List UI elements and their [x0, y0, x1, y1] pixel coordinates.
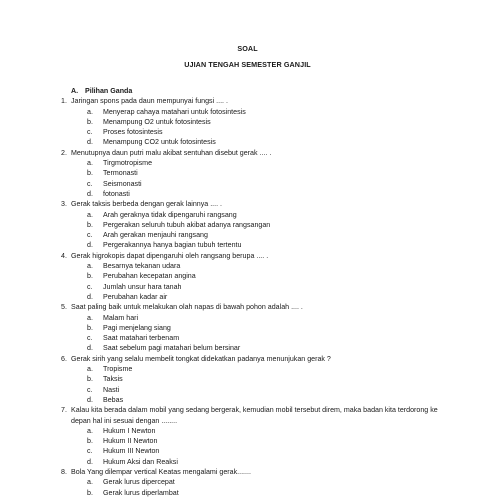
- option-text: Saat matahari terbenam: [103, 334, 180, 343]
- answer-option: [61, 374, 441, 384]
- option-text: Pergerakan seluruh tubuh akibat adanya rangsangan: [103, 220, 271, 229]
- answer-option: [61, 333, 441, 343]
- option-letter: b.: [87, 117, 93, 126]
- question-row: [61, 354, 441, 364]
- answer-option: [61, 117, 441, 127]
- question-text: Menutupnya daun putri malu akibat sentuhan disebut gerak .... .: [71, 148, 272, 157]
- answer-option: [61, 158, 441, 168]
- answer-option: [61, 364, 441, 374]
- option-text: Proses fotosintesis: [103, 128, 163, 137]
- option-letter: a.: [87, 426, 93, 435]
- option-text: Hukum II Newton: [103, 437, 158, 446]
- option-letter: b.: [87, 437, 93, 446]
- option-text: Arah geraknya tidak dipengaruhi rangsang: [103, 210, 237, 219]
- option-text: Hukum Aksi dan Reaksi: [103, 457, 178, 466]
- question-text: Gerak higrokopis dapat dipengaruhi oleh rangsang berupa .... .: [71, 251, 269, 260]
- option-text: Tropisme: [103, 365, 133, 374]
- answer-option: [61, 127, 441, 137]
- answer-option: [61, 168, 441, 178]
- option-letter: a.: [87, 478, 93, 487]
- option-text: Gerak lurus dipercepat: [103, 478, 175, 487]
- question-item: [61, 251, 441, 302]
- answer-option: [61, 210, 441, 220]
- question-item: [61, 354, 441, 405]
- option-text: Saat sebelum pagi matahari belum bersinar: [103, 344, 241, 353]
- answer-option: [61, 282, 441, 292]
- option-text: Perubahan kadar air: [103, 292, 168, 301]
- question-item: [61, 467, 441, 498]
- option-text: Perubahan kecepatan angina: [103, 272, 196, 281]
- question-number: 1.: [61, 97, 67, 106]
- question-text: Bola Yang dilempar vertical Keatas mengalami gerak.......: [71, 467, 251, 476]
- option-letter: b.: [87, 169, 93, 178]
- answer-option: [61, 323, 441, 333]
- option-letter: d.: [87, 241, 93, 250]
- answer-option: [61, 220, 441, 230]
- answer-option: [61, 240, 441, 250]
- question-text: Saat paling baik untuk melakukan olah napas di bawah pohon adalah .... .: [71, 303, 303, 312]
- question-item: [61, 148, 441, 199]
- answer-option: [61, 137, 441, 147]
- page-title: SOAL: [237, 44, 258, 53]
- option-letter: c.: [87, 282, 93, 291]
- option-letter: c.: [87, 334, 93, 343]
- section-title: Pilihan Ganda: [85, 87, 133, 95]
- answer-option: [61, 436, 441, 446]
- question-text: Kalau kita berada dalam mobil yang sedang bergerak, kemudian mobil tersebut direm, maka badan kita terdorong ke depan hal ini sesuai dengan ........: [71, 406, 438, 425]
- option-text: Menampung O2 untuk fotosintesis: [103, 117, 211, 126]
- option-letter: a.: [87, 107, 93, 116]
- question-number: 8.: [61, 467, 67, 476]
- question-number: 5.: [61, 303, 67, 312]
- option-letter: d.: [87, 395, 93, 404]
- option-letter: d.: [87, 292, 93, 301]
- answer-option: [61, 426, 441, 436]
- option-text: Pagi menjelang siang: [103, 323, 171, 332]
- option-text: Gerak lurus diperlambat: [103, 488, 179, 497]
- question-row: [61, 96, 441, 106]
- question-number: 4.: [61, 251, 67, 260]
- question-row: [61, 148, 441, 158]
- answer-option: [61, 179, 441, 189]
- option-letter: d.: [87, 457, 93, 466]
- option-letter: c.: [87, 385, 93, 394]
- option-letter: b.: [87, 375, 93, 384]
- question-text: Gerak sirih yang selalu membelit tongkat didekatkan padanya menunjukan gerak ?: [71, 354, 331, 363]
- option-text: Hukum III Newton: [103, 447, 160, 456]
- question-row: [61, 405, 441, 426]
- option-letter: b.: [87, 272, 93, 281]
- question-row: [61, 302, 441, 312]
- question-number: 3.: [61, 200, 67, 209]
- option-letter: c.: [87, 179, 93, 188]
- question-item: [61, 405, 441, 467]
- option-text: Besarnya tekanan udara: [103, 262, 181, 271]
- answer-option: [61, 230, 441, 240]
- answer-option: [61, 271, 441, 281]
- option-letter: a.: [87, 262, 93, 271]
- option-text: Bebas: [103, 395, 124, 404]
- section-heading: [61, 86, 441, 96]
- option-text: Pergerakannya hanya bagian tubuh tertentu: [103, 241, 242, 250]
- option-letter: a.: [87, 365, 93, 374]
- question-number: 2.: [61, 148, 67, 157]
- answer-option: [61, 343, 441, 353]
- option-letter: d.: [87, 344, 93, 353]
- option-letter: a.: [87, 313, 93, 322]
- option-text: Jumlah unsur hara tanah: [103, 282, 182, 291]
- option-text: Menampung CO2 untuk fotosintesis: [103, 138, 216, 147]
- question-text: Gerak taksis berbeda dengan gerak lainnya .... .: [71, 200, 223, 209]
- question-item: [61, 96, 441, 147]
- option-letter: c.: [87, 231, 93, 240]
- answer-option: [61, 107, 441, 117]
- page-subtitle: UJIAN TENGAH SEMESTER GANJIL: [184, 60, 311, 69]
- question-row: [61, 467, 441, 477]
- answer-option: [61, 292, 441, 302]
- option-letter: b.: [87, 488, 93, 497]
- option-text: Tirgmotropisme: [103, 159, 153, 168]
- answer-option: [61, 477, 441, 487]
- option-letter: b.: [87, 323, 93, 332]
- option-letter: d.: [87, 189, 93, 198]
- option-text: fotonasti: [103, 189, 130, 198]
- questions-container: [61, 96, 441, 498]
- question-item: [61, 199, 441, 250]
- option-text: Nasti: [103, 385, 120, 394]
- option-letter: a.: [87, 159, 93, 168]
- option-letter: a.: [87, 210, 93, 219]
- question-list: [61, 86, 441, 498]
- question-row: [61, 199, 441, 209]
- answer-option: [61, 446, 441, 456]
- option-text: Arah gerakan menjauhi rangsang: [103, 231, 208, 240]
- option-letter: b.: [87, 220, 93, 229]
- option-text: Hukum I Newton: [103, 426, 156, 435]
- option-text: Taksis: [103, 375, 123, 384]
- answer-option: [61, 313, 441, 323]
- answer-option: [61, 395, 441, 405]
- answer-option: [61, 488, 441, 498]
- question-number: 7.: [61, 406, 67, 415]
- option-text: Menyerap cahaya matahari untuk fotosintesis: [103, 107, 246, 116]
- option-text: Seismonasti: [103, 179, 142, 188]
- option-letter: c.: [87, 447, 93, 456]
- question-number: 6.: [61, 354, 67, 363]
- option-text: Malam hari: [103, 313, 139, 322]
- option-letter: d.: [87, 138, 93, 147]
- answer-option: [61, 261, 441, 271]
- section-letter: A.: [71, 87, 79, 95]
- question-item: [61, 302, 441, 353]
- option-text: Termonasti: [103, 169, 138, 178]
- question-row: [61, 251, 441, 261]
- answer-option: [61, 189, 441, 199]
- answer-option: [61, 385, 441, 395]
- option-letter: c.: [87, 128, 93, 137]
- question-text: Jaringan spons pada daun mempunyai fungsi .... .: [71, 97, 228, 106]
- answer-option: [61, 457, 441, 467]
